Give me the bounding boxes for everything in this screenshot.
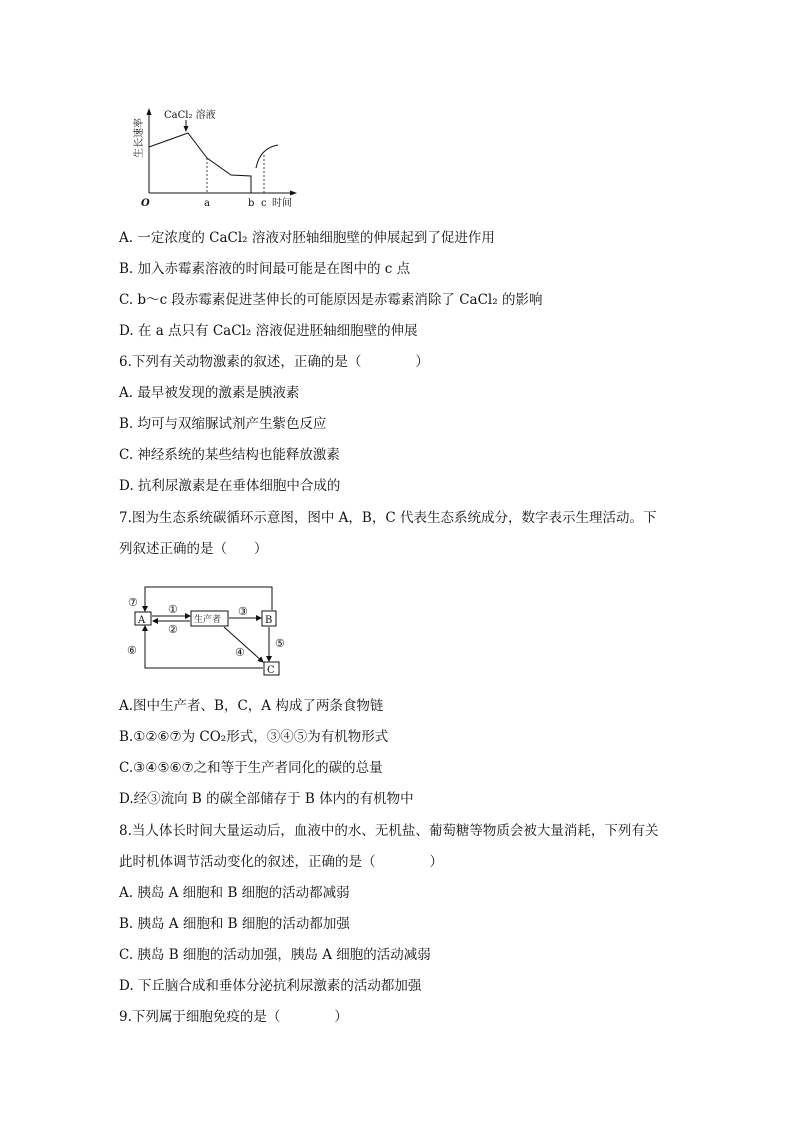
q7-option-b: B.①②⑥⑦为 CO₂形式，③④⑤为有机物形式 [119,729,389,745]
q9-stem: 9.下列属于细胞免疫的是（ ） [119,1009,348,1025]
label-3: ③ [238,605,248,618]
q6-option-c: C. 神经系统的某些结构也能释放激素 [119,447,340,463]
q5-option-a: A. 一定浓度的 CaCl₂ 溶液对胚轴细胞壁的伸展起到了促进作用 [119,230,495,246]
q6-option-b: B. 均可与双缩脲试剂产生紫色反应 [119,416,327,432]
q6-stem: 6.下列有关动物激素的叙述，正确的是（ ） [119,354,429,370]
q8-option-a: A. 胰岛 A 细胞和 B 细胞的活动都减弱 [119,885,350,901]
q7-stem-line2: 列叙述正确的是（ ） [119,541,268,557]
growth-curve [149,133,251,193]
q5-option-d: D. 在 a 点只有 CaCl₂ 溶液促进胚轴细胞壁的伸展 [119,323,418,339]
graph-mark-a: a [204,198,210,209]
box-producer-label: 生产者 [194,615,222,625]
q6-option-d: D. 抗利尿激素是在垂体细胞中合成的 [119,478,341,494]
arrow-6 [145,626,263,668]
arrow-7 [145,587,272,611]
label-1: ① [168,603,178,616]
graph-origin: O [141,198,150,209]
growth-curve-recovery [256,145,278,168]
label-4: ④ [235,646,245,659]
graph-mark-b: b [248,198,255,209]
annotation-arrowhead [184,126,189,132]
graph-annotation: CaCl₂ 溶液 [164,110,216,121]
q8-option-b: B. 胰岛 A 细胞和 B 细胞的活动都加强 [119,916,350,932]
label-5: ⑤ [275,637,285,650]
q7-stem-line1: 7.图为生态系统碳循环示意图，图中 A，B，C 代表生态系统成分，数字表示生理活动。下 [119,510,657,526]
q7-option-a: A.图中生产者、B，C，A 构成了两条食物链 [119,698,384,714]
graph-mark-c: c [261,198,267,209]
q7-option-d: D.经③流向 B 的碳全部储存于 B 体内的有机物中 [119,791,414,807]
q6-option-a: A. 最早被发现的激素是胰液素 [119,385,300,401]
box-b-label: B [265,615,273,626]
q7-option-c: C.③④⑤⑥⑦之和等于生产者同化的碳的总量 [119,760,383,776]
growth-rate-graph [130,100,310,215]
q8-stem-line1: 8.当人体长时间大量运动后，血液中的水、无机盐、葡萄糖等物质会被大量消耗，下列有关 [119,823,659,839]
label-2: ② [168,623,178,636]
graph-xlabel: 时间 [272,198,292,209]
x-axis-arrow [290,191,297,196]
q8-option-c: C. 胰岛 B 细胞的活动加强，胰岛 A 细胞的活动减弱 [119,947,431,963]
y-axis-arrow [147,108,152,115]
carbon-cycle-diagram [122,580,292,680]
q5-option-c: C. b～c 段赤霉素促进茎伸长的可能原因是赤霉素消除了 CaCl₂ 的影响 [119,292,543,308]
q8-option-d: D. 下丘脑合成和垂体分泌抗利尿激素的活动都加强 [119,978,422,994]
q5-option-b: B. 加入赤霉素溶液的时间最可能是在图中的 c 点 [119,261,411,277]
graph-ylabel: 生长速率 [134,118,145,158]
box-c-label: C [267,665,275,676]
label-6: ⑥ [127,644,137,657]
label-7: ⑦ [128,596,138,609]
box-a-label: A [138,615,146,626]
q8-stem-line2: 此时机体调节活动变化的叙述，正确的是（ ） [119,854,443,870]
